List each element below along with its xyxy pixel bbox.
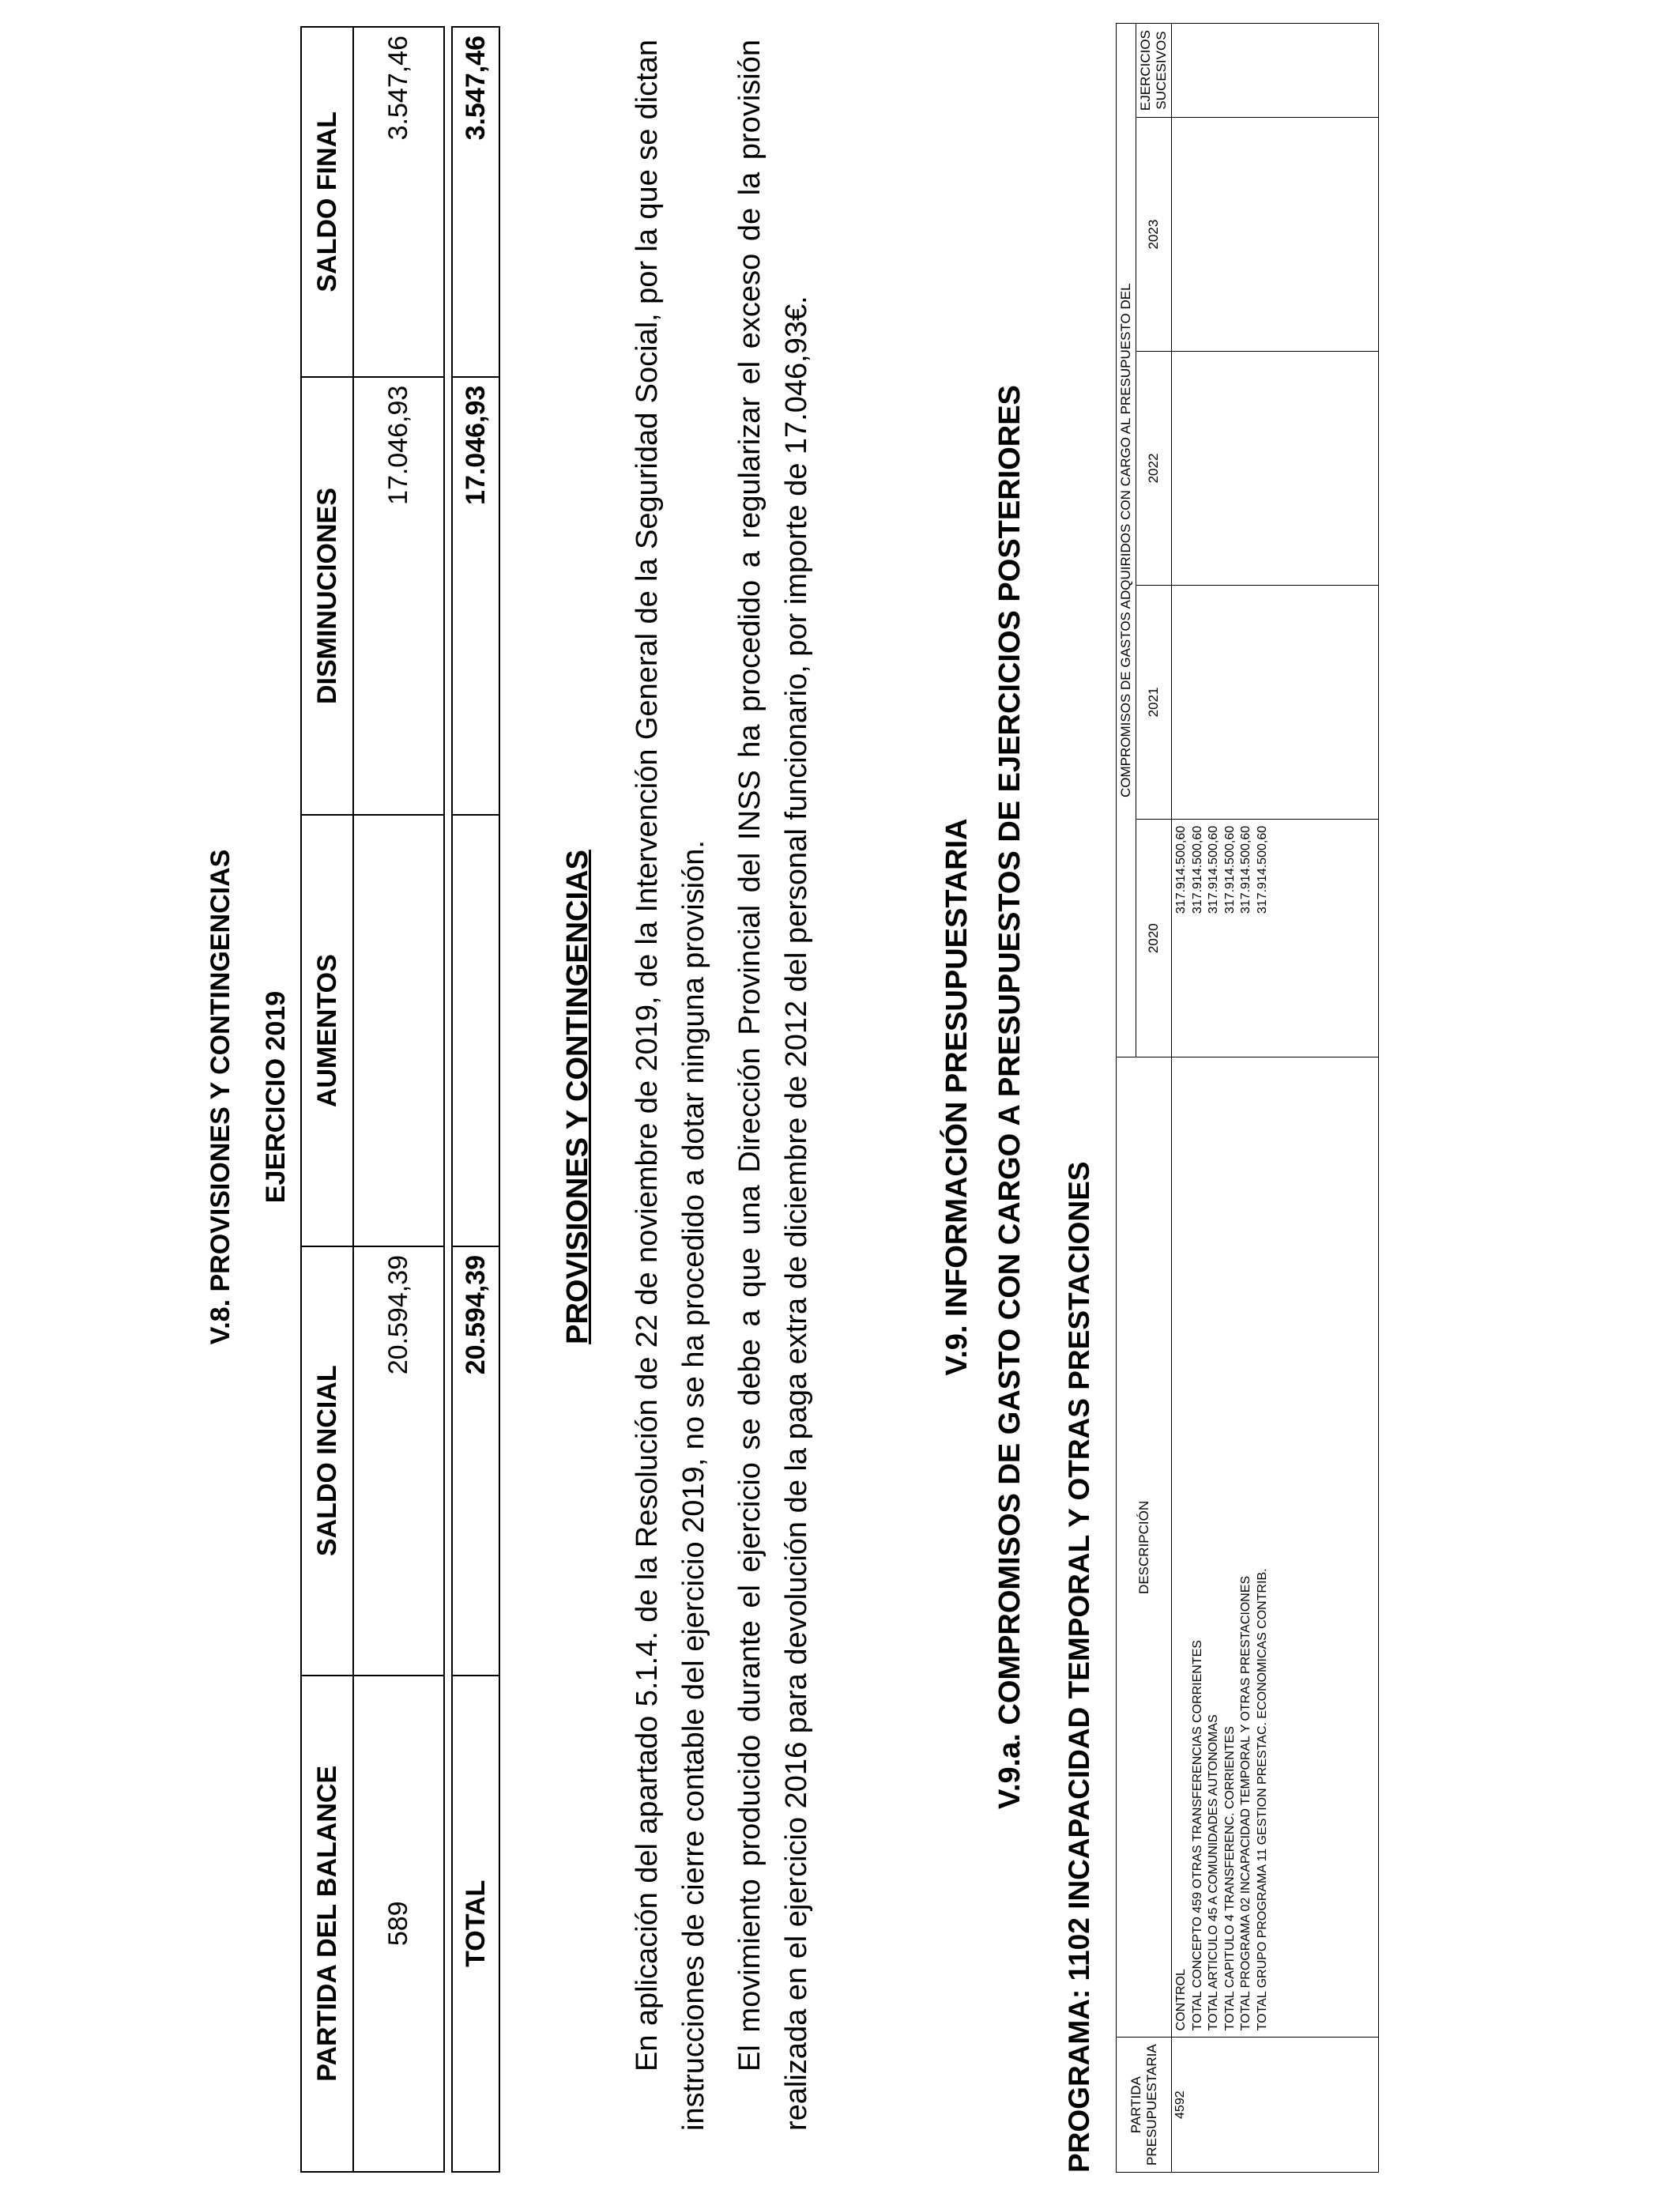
- amount-2020: 317.914.500,60: [1222, 825, 1237, 914]
- section-v8-subtitle: EJERCICIO 2019: [261, 990, 291, 1204]
- header-compromisos-group: COMPROMISOS DE GASTOS ADQUIRIDOS CON CARGO AL PRESUPUESTO DEL: [1117, 24, 1136, 1057]
- cell-partida-presupuestaria: 4592: [1172, 2038, 1379, 2173]
- desc-line: TOTAL CONCEPTO 459 OTRAS TRANSFERENCIAS CORRIENTES: [1190, 1640, 1204, 2031]
- total-saldo-inicial: 20.594,39: [452, 1246, 499, 1676]
- amount-2020: 317.914.500,60: [1174, 825, 1188, 914]
- provisiones-row: [353, 27, 444, 2172]
- section-v9a-subtitle: V.9.a. COMPROMISOS DE GASTO CON CARGO A PRESUPUESTOS DE EJERCICIOS POSTERIORES: [993, 385, 1026, 1809]
- header-year-2023: 2023: [1136, 118, 1172, 352]
- amount-2020: 317.914.500,60: [1239, 825, 1252, 914]
- desc-line: CONTROL: [1174, 1969, 1188, 2031]
- table-spacer: [444, 27, 452, 2172]
- desc-line: TOTAL CAPITULO 4 TRANSFERENC. CORRIENTES: [1222, 1726, 1237, 2031]
- compromisos-header-row-1: [1117, 24, 1136, 2173]
- compromisos-table: [1116, 23, 1379, 2173]
- total-saldo-final: 3.547,46: [452, 27, 499, 377]
- header-aumentos: AUMENTOS: [301, 815, 353, 1246]
- cell-amounts-2022: [1172, 352, 1379, 586]
- header-partida-balance: PARTIDA DEL BALANCE: [301, 1676, 353, 2172]
- cell-descripciones: [1172, 1057, 1379, 2038]
- section-v8-title: V.8. PROVISIONES Y CONTINGENCIAS: [205, 849, 235, 1345]
- desc-line: TOTAL PROGRAMA 02 INCAPACIDAD TEMPORAL Y OTRAS PRESTACIONES: [1239, 1575, 1252, 2031]
- desc-line: TOTAL ARTICULO 45 A COMUNIDADES AUTONOMAS: [1207, 1714, 1220, 2031]
- header-ejercicios-sucesivos: EJERCICIOS SUCESIVOS: [1136, 24, 1172, 118]
- programa-heading: PROGRAMA: 1102 INCAPACIDAD TEMPORAL Y OTRAS PRESTACIONES: [1063, 1161, 1095, 2173]
- header-partida-presupuestaria: PARTIDA PRESUPUESTARIA: [1117, 2038, 1172, 2173]
- cell-saldo-final: 3.547,46: [353, 27, 444, 377]
- cell-saldo-inicial: 20.594,39: [353, 1246, 444, 1676]
- provisiones-heading: PROVISIONES Y CONTINGENCIAS: [561, 850, 594, 1344]
- cell-amounts-sucesivos: [1172, 24, 1379, 118]
- cell-disminuciones: 17.046,93: [353, 377, 444, 816]
- paragraph-1: En aplicación del apartado 5.1.4. de la Resolución de 22 de noviembre de 2019, de la Intervención General de la Seguridad Social, por la que se dictan instrucciones de cierre contable del ejercicio 2019, no se ha procedido a dotar ninguna provisión.: [631, 40, 710, 2131]
- header-year-2020: 2020: [1136, 819, 1172, 1057]
- cell-amounts-2023: [1172, 118, 1379, 352]
- total-aumentos: [452, 815, 499, 1246]
- cell-amounts-2021: [1172, 585, 1379, 819]
- cell-amounts-2020: [1172, 819, 1379, 1057]
- total-disminuciones: 17.046,93: [452, 377, 499, 816]
- cell-partida: 589: [353, 1676, 444, 2172]
- paragraph-2: El movimiento producido durante el ejercicio se debe a que una Dirección Provincial del INSS ha procedido a regularizar el exceso de la provisión realizada en el ejercicio 2016 para devolución de la paga extra de diciembre de 2012 del personal funcionario, por importe de 17.046,93€.: [733, 40, 813, 2131]
- provisiones-table: [300, 26, 500, 2173]
- total-label: TOTAL: [452, 1676, 499, 2172]
- compromisos-data-row: [1172, 24, 1379, 2173]
- amount-2020: 317.914.500,60: [1190, 825, 1204, 914]
- provisiones-header-row: [301, 27, 353, 2172]
- amount-2020: 317.914.500,60: [1255, 825, 1269, 914]
- cell-aumentos: [353, 815, 444, 1246]
- header-descripcion: DESCRIPCIÓN: [1117, 1057, 1172, 2038]
- header-year-2021: 2021: [1136, 585, 1172, 819]
- header-year-2022: 2022: [1136, 352, 1172, 586]
- amount-2020: 317.914.500,60: [1207, 825, 1220, 914]
- header-disminuciones: DISMINUCIONES: [301, 377, 353, 816]
- provisiones-text: [624, 40, 830, 2131]
- provisiones-total-row: [452, 27, 499, 2172]
- desc-line: TOTAL GRUPO PROGRAMA 11 GESTION PRESTAC. ECONOMICAS CONTRIB.: [1255, 1568, 1269, 2031]
- header-saldo-inicial: SALDO INCIAL: [301, 1246, 353, 1676]
- section-v9-title: V.9. INFORMACIÓN PRESUPUESTARIA: [940, 818, 974, 1376]
- header-saldo-final: SALDO FINAL: [301, 27, 353, 377]
